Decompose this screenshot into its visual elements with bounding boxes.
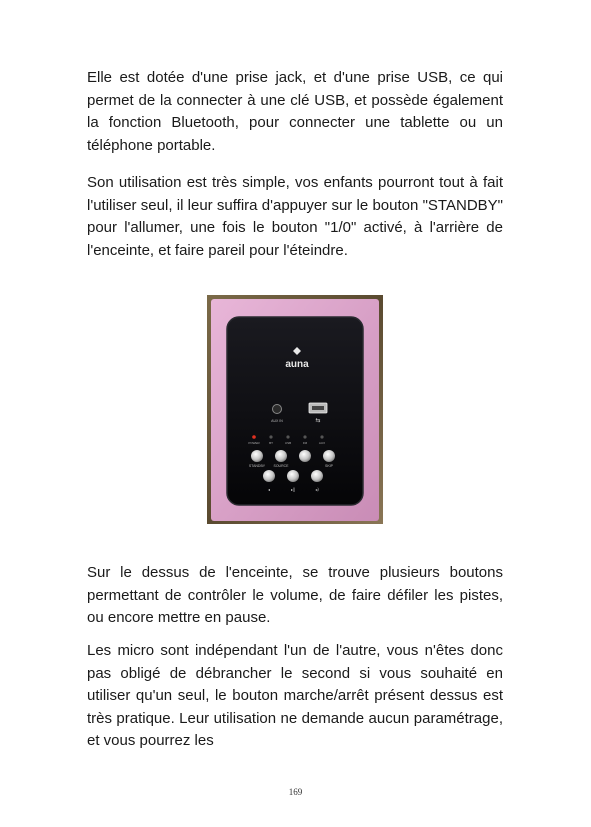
page-number: 169 (288, 787, 303, 797)
led-aux-icon (320, 435, 323, 438)
volume-up-icon: ◂) (315, 487, 319, 492)
led-fm-icon (303, 435, 306, 438)
control-buttons-row-2 (263, 470, 323, 482)
usb-port-slot (312, 406, 324, 410)
paragraph-jack-usb: Elle est dotée d'une prise jack, et d'une prise USB, ce qui permet de la connecter à une clé USB, et possède également la fonction Bluetooth, pour connecter une tablette ou un téléphone portable. (87, 69, 503, 154)
led-power-icon (252, 435, 256, 439)
play-pause-icon: ▸‖ (290, 487, 296, 492)
prev-button-icon (299, 450, 311, 462)
indicator-label: FM (302, 441, 308, 445)
indicator-label: USB (284, 441, 292, 445)
button-label: SKIP (325, 464, 333, 468)
button-label: STANDBY (248, 464, 266, 468)
paragraph-microphones: Les micro sont indépendant l'un de l'autre, vous n'êtes donc pas obligé de débrancher le second si vous souhaité en utiliser qu'un seul, le bouton marche/arrêt présent dessus est très pratique. Leur utilisation ne demande aucun paramétrage, et vous pourrez les (87, 642, 503, 749)
indicator-label: POWER (248, 441, 260, 445)
indicator-label: BT (269, 441, 273, 445)
speaker-control-panel-photo (207, 295, 383, 524)
volume-down-icon: ◂ (267, 487, 271, 492)
brand-logo-text: auna (285, 359, 309, 370)
play-pause-button-icon (287, 470, 299, 482)
volume-up-button-icon (311, 470, 323, 482)
button-label: SOURCE (273, 464, 289, 468)
aux-jack-label: AUX IN (271, 419, 283, 423)
led-usb-icon (286, 435, 289, 438)
volume-down-button-icon (263, 470, 275, 482)
aux-jack-icon (273, 405, 282, 414)
paragraph-top-buttons: Sur le dessus de l'enceinte, se trouve plusieurs boutons permettant de contrôler le volume, de faire défiler les pistes, ou encore mettre en pause. (87, 564, 503, 626)
standby-button-icon (251, 450, 263, 462)
skip-button-icon (323, 450, 335, 462)
led-bt-icon (269, 435, 272, 438)
indicator-label: AUX (318, 441, 326, 445)
usb-symbol-icon: ⇆ (315, 417, 321, 424)
paragraph-usage: Son utilisation est très simple, vos enfants pourront tout à fait l'utiliser seul, il leur suffira d'appuyer sur le bouton "STANDBY" pour l'allumer, une fois le bouton "1/0" activé, à l'arrière de l'enceinte, et faire pareil pour l'éteindre. (87, 174, 503, 259)
source-button-icon (275, 450, 287, 462)
